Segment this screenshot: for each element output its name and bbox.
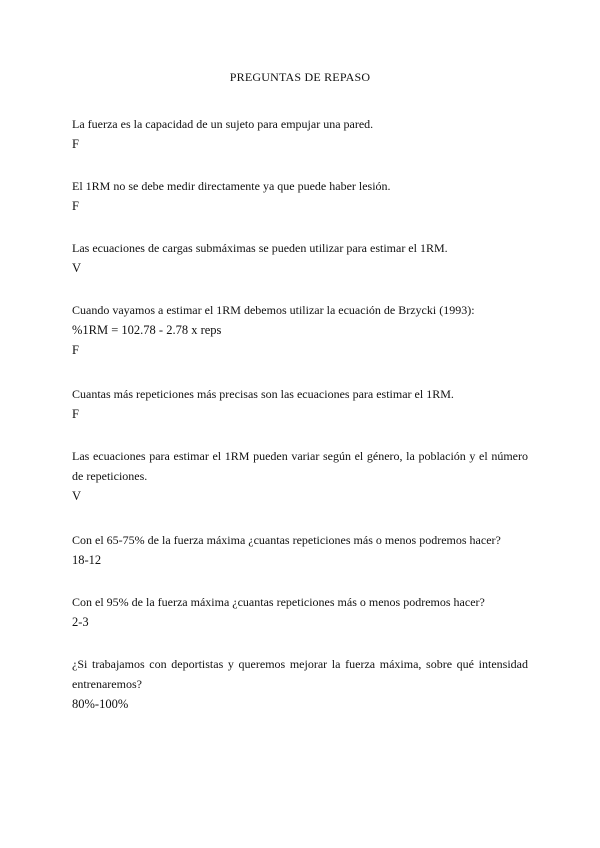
question-item: [72, 384, 528, 424]
question-item: [72, 176, 528, 216]
answer-text: F: [72, 407, 79, 421]
question-item: [72, 530, 528, 570]
question-item: [72, 300, 528, 360]
question-item: [72, 654, 528, 714]
answer-text: F: [72, 199, 79, 213]
page-title: PREGUNTAS DE REPASO: [229, 70, 371, 84]
answer-text: F: [72, 137, 79, 151]
question-text: Cuando vayamos a estimar el 1RM debemos utilizar la ecuación de Brzycki (1993):: [72, 303, 475, 317]
question-text: Cuantas más repeticiones más precisas son las ecuaciones para estimar el 1RM.: [72, 387, 454, 401]
answer-text: 80%-100%: [72, 697, 129, 711]
question-text: Las ecuaciones de cargas submáximas se pueden utilizar para estimar el 1RM.: [72, 241, 448, 255]
answer-text: 18-12: [72, 553, 102, 567]
question-item: [72, 238, 528, 278]
question-text: La fuerza es la capacidad de un sujeto para empujar una pared.: [72, 117, 374, 131]
question-item: [72, 114, 528, 154]
answer-text: V: [72, 261, 82, 275]
question-item: [72, 446, 528, 506]
answer-text: F: [72, 343, 79, 357]
question-text: ¿Si trabajamos con deportistas y queremos mejorar la fuerza máxima, sobre qué intensidad entrenaremos?: [72, 657, 528, 691]
question-text: El 1RM no se debe medir directamente ya que puede haber lesión.: [72, 179, 391, 193]
answer-text: V: [72, 489, 82, 503]
question-item: [72, 592, 528, 632]
answer-text: 2-3: [72, 615, 89, 629]
question-text: Con el 65-75% de la fuerza máxima ¿cuantas repeticiones más o menos podremos hacer?: [72, 533, 501, 547]
question-text: Con el 95% de la fuerza máxima ¿cuantas repeticiones más o menos podremos hacer?: [72, 595, 485, 609]
question-text: Las ecuaciones para estimar el 1RM pueden variar según el género, la población y el número de repeticiones.: [72, 449, 528, 483]
formula-text: %1RM = 102.78 - 2.78 x reps: [72, 323, 222, 337]
